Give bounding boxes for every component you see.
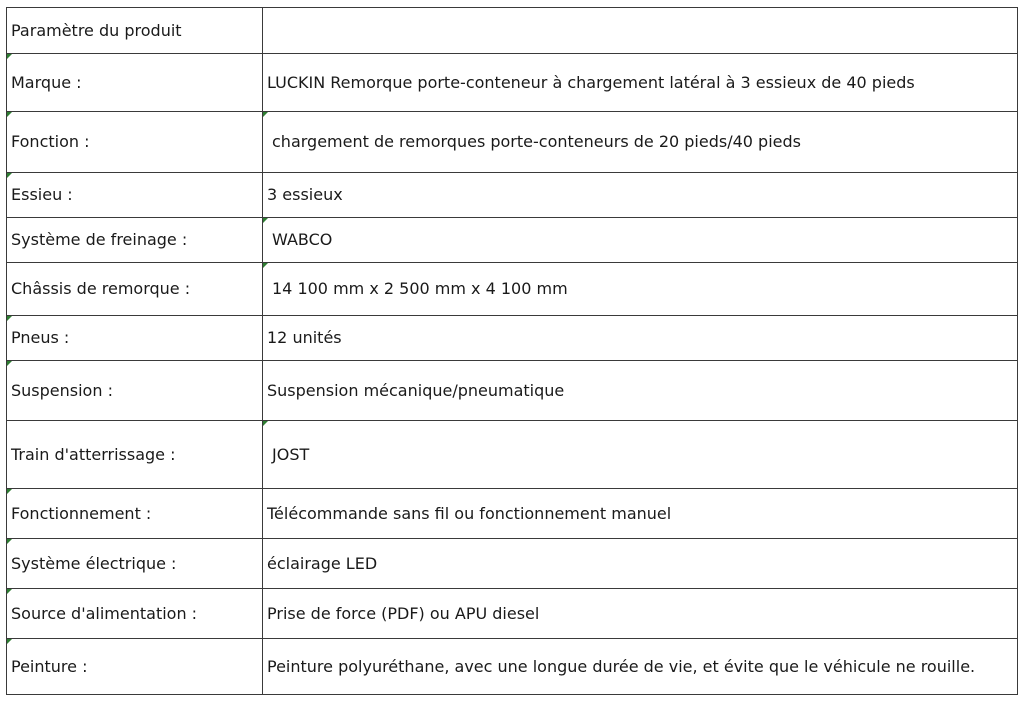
product-spec-table bbox=[6, 7, 1018, 695]
row-value-chassis: 14 100 mm x 2 500 mm x 4 100 mm bbox=[263, 263, 1018, 316]
row-label-suspension: Suspension : bbox=[7, 361, 263, 421]
header-value-cell bbox=[263, 8, 1018, 54]
table-row bbox=[7, 421, 1018, 489]
row-value-train: JOST bbox=[263, 421, 1018, 489]
row-value-suspension: Suspension mécanique/pneumatique bbox=[263, 361, 1018, 421]
row-value-essieu: 3 essieux bbox=[263, 173, 1018, 218]
row-label-electrique: Système électrique : bbox=[7, 539, 263, 589]
table-row bbox=[7, 639, 1018, 695]
row-label-fonctionnement: Fonctionnement : bbox=[7, 489, 263, 539]
row-label-chassis: Châssis de remorque : bbox=[7, 263, 263, 316]
row-label-train: Train d'atterrissage : bbox=[7, 421, 263, 489]
table-row bbox=[7, 361, 1018, 421]
row-label-pneus: Pneus : bbox=[7, 316, 263, 361]
header-label-cell: Paramètre du produit bbox=[7, 8, 263, 54]
table-row bbox=[7, 489, 1018, 539]
table-row bbox=[7, 589, 1018, 639]
row-value-fonctionnement: Télécommande sans fil ou fonctionnement manuel bbox=[263, 489, 1018, 539]
row-label-freinage: Système de freinage : bbox=[7, 218, 263, 263]
row-value-electrique: éclairage LED bbox=[263, 539, 1018, 589]
row-label-fonction: Fonction : bbox=[7, 112, 263, 173]
table-row bbox=[7, 112, 1018, 173]
row-value-alimentation: Prise de force (PDF) ou APU diesel bbox=[263, 589, 1018, 639]
row-label-alimentation: Source d'alimentation : bbox=[7, 589, 263, 639]
row-label-peinture: Peinture : bbox=[7, 639, 263, 695]
table-row bbox=[7, 316, 1018, 361]
row-value-pneus: 12 unités bbox=[263, 316, 1018, 361]
table-header-row bbox=[7, 8, 1018, 54]
table-row bbox=[7, 173, 1018, 218]
row-label-essieu: Essieu : bbox=[7, 173, 263, 218]
table-row bbox=[7, 263, 1018, 316]
table-row bbox=[7, 539, 1018, 589]
row-label-marque: Marque : bbox=[7, 54, 263, 112]
row-value-peinture: Peinture polyuréthane, avec une longue durée de vie, et évite que le véhicule ne rouille. bbox=[263, 639, 1018, 695]
row-value-fonction: chargement de remorques porte-conteneurs de 20 pieds/40 pieds bbox=[263, 112, 1018, 173]
row-value-marque: LUCKIN Remorque porte-conteneur à chargement latéral à 3 essieux de 40 pieds bbox=[263, 54, 1018, 112]
table-row bbox=[7, 54, 1018, 112]
row-value-freinage: WABCO bbox=[263, 218, 1018, 263]
table-row bbox=[7, 218, 1018, 263]
